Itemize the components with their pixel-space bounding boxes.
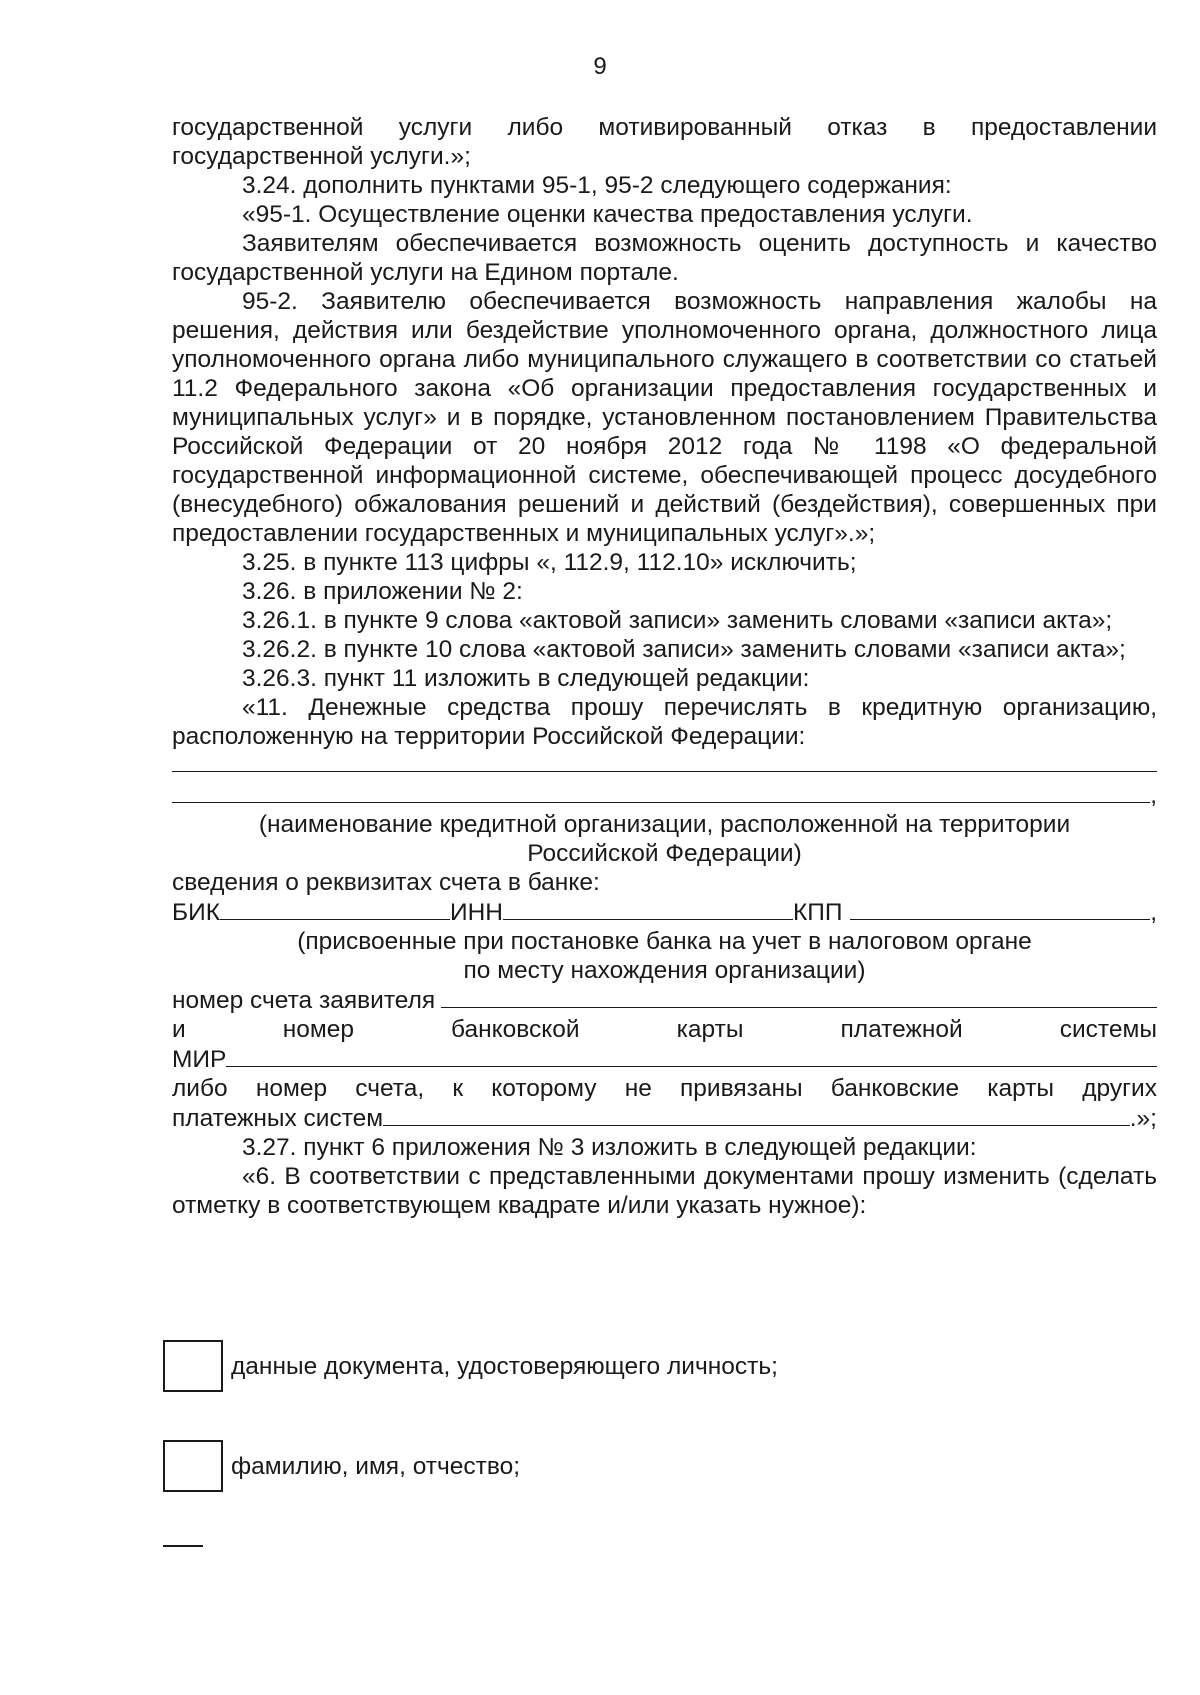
identity-document-label: данные документа, удостоверяющего личность; [231, 1352, 778, 1380]
paragraph-3-26-3: 3.26.3. пункт 11 изложить в следующей редакции: [242, 665, 810, 692]
full-name-checkbox[interactable] [163, 1440, 223, 1492]
other-systems-end: .»; [1129, 1105, 1157, 1132]
other-account-line: либо номер счета, к которому не привязаны банковские карты других [172, 1075, 1157, 1102]
identity-document-checkbox[interactable] [163, 1340, 223, 1392]
separator-line [163, 1545, 203, 1547]
paragraph-3-27: 3.27. пункт 6 приложения № 3 изложить в следующей редакции: [242, 1134, 977, 1161]
paragraph-95-2: 95-2. Заявителю обеспечивается возможность направления жалобы на решения, действия или бездействие уполномоченного органа, должностного лица уполномоченного органа либо муниципального служащего в соответствии со статьей 11.2 Федерального закона «Об организации предоставления государственных и муниципальных услуг» и в порядке, установленном постановлением Правительства Российской Федерации от 20 ноября 2012 года № 1198 «О федеральной государственной информационной системе, обеспечивающей процесс досудебного (внесудебного) обжалования решений и действий (бездействия), совершенных при предоставлении государственных и муниципальных услуг».»; [172, 288, 1157, 547]
bik-field[interactable] [220, 897, 450, 920]
bank-row-end: , [1150, 899, 1157, 926]
paragraph-3-26-1: 3.26.1. в пункте 9 слова «актовой записи» заменить словами «записи акта»; [242, 607, 1113, 634]
paragraph-95-1: «95-1. Осуществление оценки качества предоставления услуги. [242, 201, 973, 228]
paragraph-3-26: 3.26. в приложении № 2: [242, 578, 523, 605]
card-number-row [172, 1015, 1157, 1044]
credit-org-name-row-2 [172, 780, 1157, 810]
bank-requisites-row [172, 897, 1157, 927]
paragraph-3-25: 3.25. в пункте 113 цифры «, 112.9, 112.10» исключить; [242, 549, 857, 576]
other-systems-row [172, 1103, 1157, 1133]
paragraph-6-change: «6. В соответствии с представленными документами прошу изменить (сделать отметку в соответствующем квадрате и/или указать нужное): [172, 1163, 1157, 1219]
assigned-caption-1: (присвоенные при постановке банка на учет в налоговом органе [297, 928, 1032, 955]
credit-org-caption-1: (наименование кредитной организации, расположенной на территории [258, 811, 1071, 838]
paragraph-11-transfer: «11. Денежные средства прошу перечислять в кредитную организацию, расположенную на территории Российской Федерации: [172, 694, 1157, 750]
credit-org-name-field-2[interactable] [172, 780, 1150, 803]
checkbox-row-full-name [163, 1440, 520, 1492]
account-details-label: сведения о реквизитах счета в банке: [172, 869, 600, 896]
paragraph-service-refusal: государственной услуги либо мотивированный отказ в предоставлении государственной услуги.»; [172, 114, 1157, 170]
kpp-field[interactable] [850, 897, 1150, 920]
bik-label: БИК [172, 899, 220, 926]
card-word: карты [676, 1016, 744, 1043]
inn-label: ИНН [449, 899, 503, 926]
document-body [172, 113, 1157, 1220]
card-word: номер [282, 1016, 354, 1043]
applicant-account-label: номер счета заявителя [172, 987, 436, 1014]
card-word: платежной [840, 1016, 963, 1043]
full-name-label: фамилию, имя, отчество; [231, 1452, 521, 1480]
other-systems-label: платежных систем [172, 1105, 384, 1132]
inn-field[interactable] [503, 897, 793, 920]
card-word: и [172, 1016, 186, 1043]
credit-org-row-end: , [1150, 782, 1157, 809]
mir-card-field[interactable] [226, 1044, 1157, 1067]
paragraph-quality-assessment: Заявителям обеспечивается возможность оценить доступность и качество государственной услуги на Едином портале. [172, 230, 1157, 286]
card-word: системы [1059, 1016, 1157, 1043]
other-systems-field[interactable] [383, 1103, 1130, 1126]
mir-label: МИР [172, 1046, 227, 1073]
paragraph-3-24: 3.24. дополнить пунктами 95-1, 95-2 следующего содержания: [242, 172, 952, 199]
credit-org-caption-2: Российской Федерации) [527, 840, 802, 867]
mir-row [172, 1044, 1157, 1074]
applicant-account-row [172, 985, 1157, 1015]
assigned-caption-2: по месту нахождения организации) [463, 957, 866, 984]
checkbox-row-identity-document [163, 1340, 778, 1392]
kpp-label: КПП [792, 899, 843, 926]
credit-org-name-field-1[interactable] [172, 751, 1157, 772]
paragraph-3-26-2: 3.26.2. в пункте 10 слова «актовой записи» заменить словами «записи акта»; [242, 636, 1126, 663]
applicant-account-field[interactable] [441, 985, 1157, 1008]
page-number: 9 [593, 53, 607, 80]
card-word: банковской [451, 1016, 580, 1043]
